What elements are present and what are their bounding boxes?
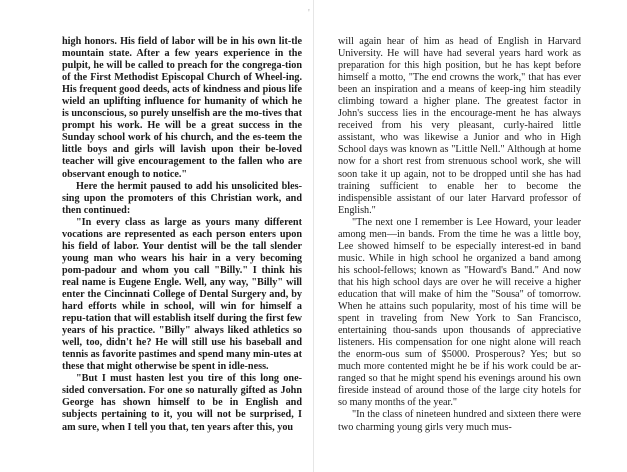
paragraph-hermit-pause: Here the hermit paused to add his unsolicited bles-sing upon the promoters of this Christian work, and then continued:	[62, 180, 302, 216]
paragraph-harvard: will again hear of him as head of English in Harvard University. He will have had several years hard work as preparation for this high position, but he has kept before himself a motto, "The end crowns the work," that has ever been an inspiration and a means of keep-ing him steadily climbing toward a higher plane. The greatest factor in John's success lies in the encourage-ment he has always received from his very pleasant, curly-haired little assistant, who was likewise a Junior and who in High School days was known as "Little Nell." Although at home now for a short rest from strenuous school work, she will soon take it up again, not to be dropped until she has had training sufficient to enable her to become the indispensible assistant of our later Harvard professor of English."	[338, 36, 581, 216]
page-fold	[313, 0, 314, 472]
paragraph-pulpit: high honors. His field of labor will be in his own lit-tle mountain state. After a few years experience in the pulpit, he will be called to preach for the congrega-tion of the First Methodist Episcopal Church of Wheel-ing. His frequent good deeds, acts of kindness and pious life wield an uplifting influence for humanity of which he is unconscious, so purely unselfish are the mo-tives that prompt his work. He will be a great success in the Sunday school work of his church, and the es-teem the little boys and girls will lavish upon their be-loved teacher will give encouragement to the fallen who are observant enough to notice."	[62, 36, 302, 180]
paragraph-class-1916: "In the class of nineteen hundred and sixteen there were two charming young girls very much mus-	[338, 409, 581, 433]
paragraph-dentist-billy: "In every class as large as yours many different vocations are represented as each person enters upon his field of labor. Your dentist will be the tall slender young man who wears his hair in a very becoming pom-padour and whom you call "Billy." I think his real name is Eugene Engle. Well, any way, "Billy" will enter the Cincinnati College of Dental Surgery and, by hard efforts while in school, will win for himself a repu-tation that will establish itself during the first few years of his practice. "Billy" always liked athletics so well, too, didn't he? He will still use his baseball and tennis as favorite pastimes and spend many min-utes at these that might otherwise be spent in idle-ness.	[62, 216, 302, 373]
paragraph-john-george: "But I must hasten lest you tire of this long one-sided conversation. For one so naturally gifted as John George has shown himself to be in English and subjects pertaining to it, you will not be surprised, I am sure, when I tell you that, ten years after this, you	[62, 373, 302, 433]
paragraph-lee-howard: "The next one I remember is Lee Howard, your leader among men—in bands. From the time he was a little boy, Lee showed himself to be especially interest-ed in band music. While in high school he organized a band among his school-fellows; known as "Howard's Band." And now that his high school days are over he will receive a higher education that will make of him the "Sousa" of tomorrow. When he attains such popularity, most of his time will be spent in traveling from New York to San Francisco, entertaining thou-sands upon thousands of appreciative listeners. His compensation for one night alone will reach the enorm-ous sum of $5000. Prosperous? Yes; but so much more contented might he be if his work could be ar-ranged so that he might spend his evenings around his own fireside instead of around those of the large city hotels for so many months of the year."	[338, 216, 581, 409]
page-mark: '	[308, 8, 310, 19]
right-page-column	[338, 36, 581, 434]
left-page-column	[62, 36, 302, 434]
